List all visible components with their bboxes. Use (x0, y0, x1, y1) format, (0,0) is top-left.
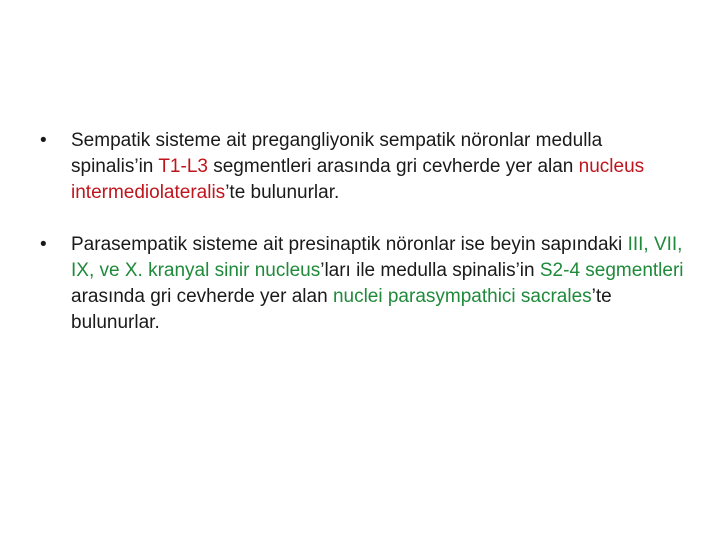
highlight-cranial-nerve-nuclei: III, VII, IX, ve X. kranyal sinir nucleus (71, 234, 683, 281)
highlight-nucleus-intermediolateralis: nucleus intermediolateralis (71, 156, 645, 203)
text-run: arasında gri cevherde yer alan (71, 286, 333, 307)
text-run: ’te bulunurlar. (71, 286, 612, 333)
bullet-marker: • (40, 130, 47, 151)
bullet-marker: • (40, 234, 47, 255)
highlight-t1-l3: T1-L3 (158, 156, 208, 177)
text-run: Sempatik sisteme ait pregangliyonik sempatik nöronlar medulla spinalis’in (71, 130, 603, 177)
text-run: ’ları ile medulla spinalis’in (320, 260, 540, 281)
bullet-sympathetic (38, 128, 688, 206)
highlight-nuclei-parasympathici-sacrales: nuclei parasympathici sacrales (332, 286, 592, 307)
bullet-text (71, 234, 684, 333)
text-run: Parasempatik sisteme ait presinaptik nöronlar ise beyin sapındaki (71, 234, 628, 255)
text-run: segmentleri arasında gri cevherde yer alan (207, 156, 579, 177)
text-run: ’te bulunurlar. (225, 182, 340, 203)
highlight-s2-4-segments: S2-4 segmentleri (539, 260, 684, 281)
bullet-parasympathetic (38, 232, 688, 336)
bullet-list (38, 128, 688, 362)
bullet-text (71, 130, 644, 203)
